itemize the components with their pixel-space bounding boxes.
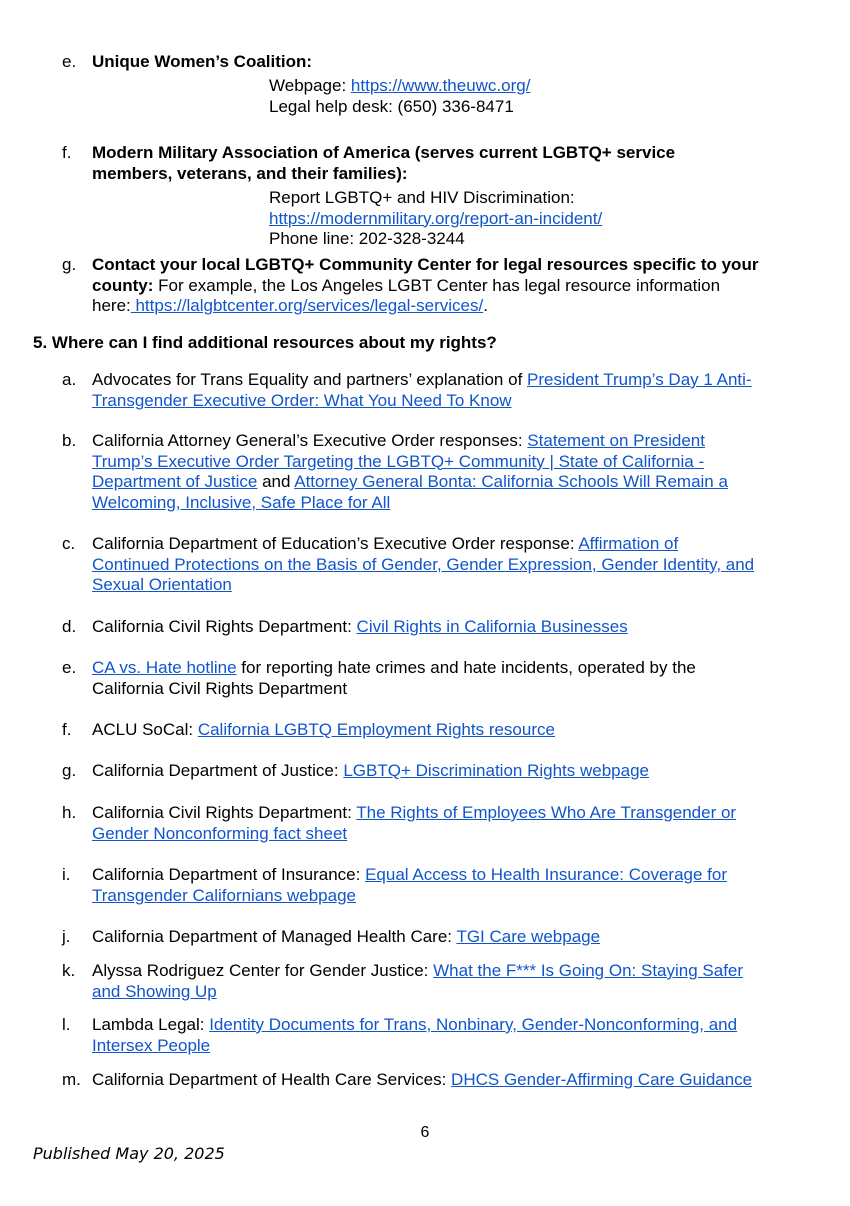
section-heading: 5. Where can I find additional resources about my rights? — [33, 333, 497, 352]
body-text: California Civil Rights Department: — [92, 617, 357, 636]
list-marker: g. — [62, 255, 77, 274]
body-text: California Civil Rights Department: — [92, 803, 357, 822]
body-text: California Department of Education’s Executive Order response: — [92, 534, 579, 553]
identity-documents-link[interactable]: Intersex People — [92, 1035, 211, 1055]
staying-safer-link[interactable]: and Showing Up — [92, 981, 217, 1001]
resource-item-m — [62, 1070, 807, 1091]
ag-statement-link[interactable]: Department of Justice — [92, 472, 258, 491]
uwc-webpage-link[interactable]: https://www.theuwc.org/ — [350, 76, 531, 95]
org-details — [269, 76, 530, 117]
list-marker: d. — [62, 617, 77, 636]
resource-item-a — [62, 370, 807, 411]
resource-item-d — [62, 617, 807, 638]
employee-rights-fact-sheet-link[interactable]: The Rights of Employees Who Are Transgender or — [356, 803, 737, 822]
published-date-footer: Published May 20, 2025 — [33, 1144, 225, 1163]
list-marker: e. — [62, 52, 77, 71]
resource-item-h — [62, 803, 807, 844]
body-text: California Department of Managed Health Care: — [92, 927, 457, 946]
body-text: Alyssa Rodriguez Center for Gender Justice: — [92, 961, 434, 980]
tgi-care-link[interactable]: TGI Care webpage — [456, 927, 601, 946]
resource-item-k — [62, 961, 807, 1002]
list-marker: l. — [62, 1015, 71, 1034]
org-details — [269, 188, 602, 250]
trump-day1-order-link[interactable]: President Trump’s Day 1 Anti- — [527, 370, 752, 389]
resource-item-e — [62, 658, 807, 699]
cde-affirmation-link[interactable]: Continued Protections on the Basis of Gender, Gender Expression, Gender Identity, and — [92, 554, 755, 574]
cde-affirmation-link[interactable]: Affirmation of — [578, 534, 679, 553]
body-text: Lambda Legal: — [92, 1015, 210, 1034]
body-text: California Attorney General’s Executive Order responses: — [92, 431, 528, 450]
trump-day1-order-link[interactable]: Transgender Executive Order: What You Need To Know — [92, 390, 512, 410]
list-marker: e. — [62, 658, 77, 677]
org-name-line1: Modern Military Association of America (serves current LGBTQ+ service — [92, 143, 676, 162]
list-marker: k. — [62, 961, 76, 980]
dhcs-care-guidance-link[interactable]: DHCS Gender-Affirming Care Guidance — [451, 1070, 753, 1089]
list-marker: h. — [62, 803, 77, 822]
org-name-line2: members, veterans, and their families): — [92, 163, 408, 183]
org-name: Unique Women’s Coalition: — [92, 52, 313, 71]
body-text: . — [483, 296, 488, 315]
ag-bonta-schools-link[interactable]: Attorney General Bonta: California Schools Will Remain a — [294, 472, 728, 491]
phone-line: Phone line: 202-328-3244 — [269, 229, 465, 248]
report-incident-link[interactable]: https://modernmilitary.org/report-an-incident/ — [269, 208, 603, 228]
body-text: California Department of Insurance: — [92, 865, 366, 884]
page-number: 6 — [420, 1124, 430, 1141]
resource-item-i — [62, 865, 807, 906]
resource-item-b — [62, 431, 807, 513]
list-marker: g. — [62, 761, 77, 780]
staying-safer-link[interactable]: What the F*** Is Going On: Staying Safer — [433, 961, 744, 980]
doj-discrimination-rights-link[interactable]: LGBTQ+ Discrimination Rights webpage — [343, 761, 650, 780]
resource-item-j — [62, 927, 807, 948]
body-text: For example, the Los Angeles LGBT Center has legal resource information — [153, 275, 721, 295]
body-text: California Civil Rights Department — [92, 678, 348, 698]
lead-line1: Contact your local LGBTQ+ Community Center for legal resources specific to your — [92, 255, 759, 274]
list-marker: f. — [62, 143, 72, 162]
ag-bonta-schools-link[interactable]: Welcoming, Inclusive, Safe Place for All — [92, 492, 391, 512]
body-text: California Department of Justice: — [92, 761, 344, 780]
org-unique-womens-coalition — [62, 52, 807, 73]
employee-rights-fact-sheet-link[interactable]: Gender Nonconforming fact sheet — [92, 823, 348, 843]
health-insurance-coverage-link[interactable]: Equal Access to Health Insurance: Coverage for — [365, 865, 728, 884]
legal-help-desk: Legal help desk: (650) 336-8471 — [269, 96, 514, 116]
list-marker: m. — [62, 1070, 81, 1089]
identity-documents-link[interactable]: Identity Documents for Trans, Nonbinary, Gender-Nonconforming, and — [209, 1015, 738, 1034]
list-marker: a. — [62, 370, 77, 389]
resource-item-f — [62, 720, 807, 741]
list-marker: j. — [62, 927, 71, 946]
webpage-label: Webpage: — [269, 76, 351, 95]
resource-item-c — [62, 534, 807, 596]
body-text: for reporting hate crimes and hate incidents, operated by the — [236, 658, 696, 677]
list-marker: b. — [62, 431, 77, 450]
resource-item-l — [62, 1015, 807, 1056]
ag-statement-link[interactable]: Trump’s Executive Order Targeting the LGBTQ+ Community | State of California - — [92, 451, 705, 471]
ag-statement-link[interactable]: Statement on President — [527, 431, 705, 450]
report-label: Report LGBTQ+ and HIV Discrimination: — [269, 188, 575, 207]
list-marker: c. — [62, 534, 76, 553]
org-local-community-center — [62, 255, 807, 317]
health-insurance-coverage-link[interactable]: Transgender Californians webpage — [92, 885, 356, 905]
lead-line2: county: — [92, 275, 154, 295]
cde-affirmation-link[interactable]: Sexual Orientation — [92, 575, 232, 594]
la-lgbt-center-link[interactable]: https://lalgbtcenter.org/services/legal-services/ — [130, 296, 484, 315]
body-text: Advocates for Trans Equality and partners’ explanation of — [92, 370, 528, 389]
body-text: ACLU SoCal: — [92, 720, 198, 739]
civil-rights-businesses-link[interactable]: Civil Rights in California Businesses — [356, 617, 628, 636]
org-modern-military-association — [62, 143, 807, 184]
body-text: and — [257, 472, 295, 491]
ca-vs-hate-link[interactable]: CA vs. Hate hotline — [92, 658, 237, 677]
list-marker: f. — [62, 720, 72, 739]
aclu-employment-rights-link[interactable]: California LGBTQ Employment Rights resource — [197, 720, 555, 739]
list-marker: i. — [62, 865, 71, 884]
resource-item-g — [62, 761, 807, 782]
body-text: here: — [92, 296, 131, 315]
body-text: California Department of Health Care Services: — [92, 1070, 452, 1089]
